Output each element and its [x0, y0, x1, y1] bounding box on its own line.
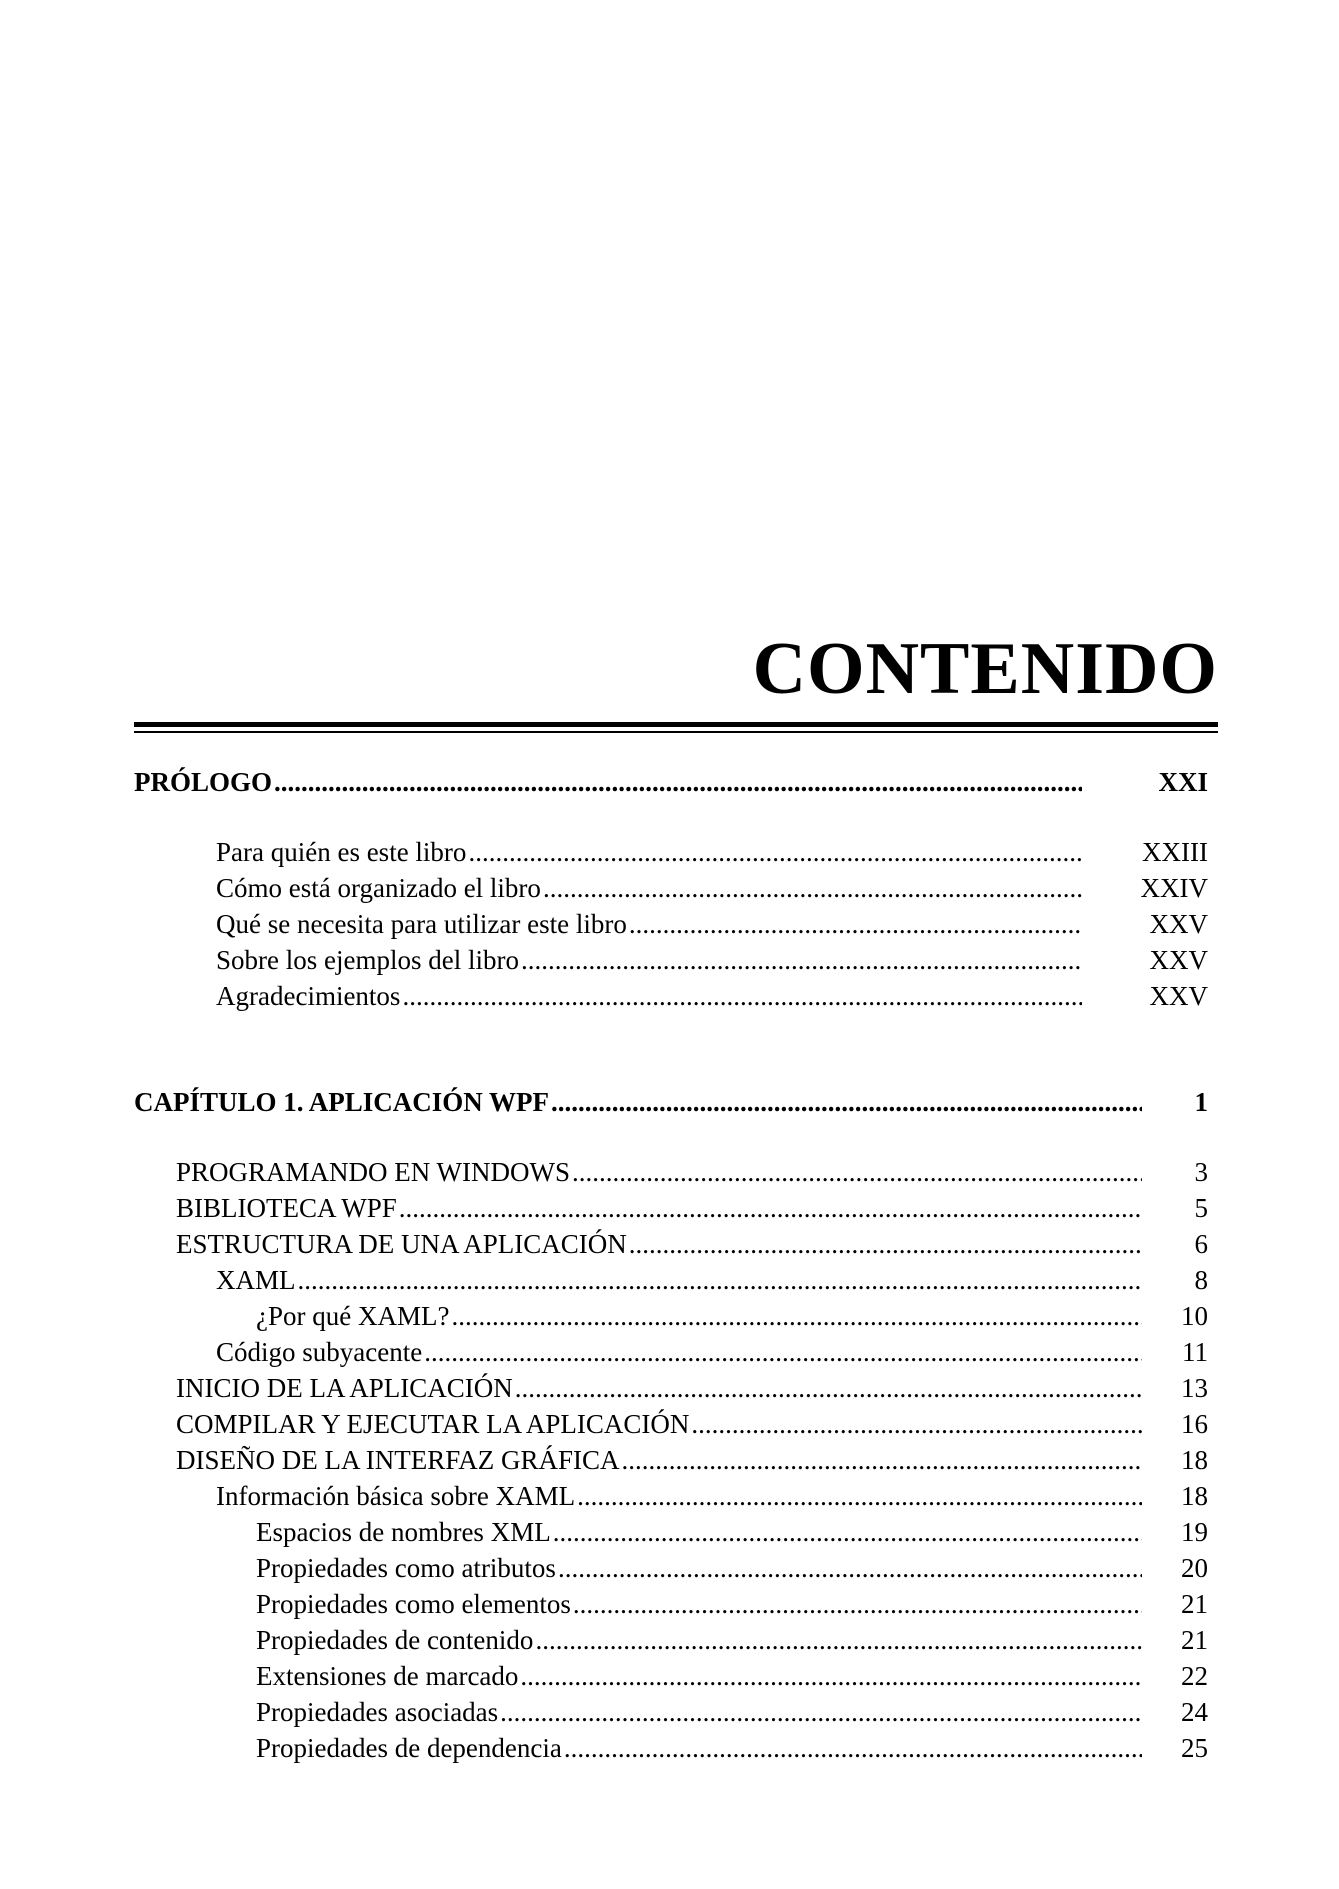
toc-entry-chapter-1[interactable] — [134, 1086, 1208, 1118]
toc-entry-label: COMPILAR Y EJECUTAR LA APLICACIÓN — [176, 1409, 690, 1439]
leader-dots — [620, 1444, 1143, 1476]
toc-entry[interactable] — [216, 872, 1208, 904]
toc-entry-page: XXV — [1149, 981, 1208, 1011]
toc-entry-label: Propiedades de contenido — [256, 1625, 534, 1655]
toc-entry[interactable] — [256, 1624, 1208, 1656]
toc-entry-page: XXV — [1149, 945, 1208, 975]
leader-dots — [519, 944, 1082, 976]
leader-dots — [627, 908, 1082, 940]
title-rule-thin — [134, 731, 1218, 733]
toc-entry-page: 3 — [1194, 1157, 1208, 1187]
toc-entry-page: XXI — [1158, 767, 1208, 797]
leader-dots — [449, 1300, 1142, 1332]
toc-entry-label: Propiedades como atributos — [256, 1553, 556, 1583]
leader-dots — [498, 1696, 1142, 1728]
toc-entry-page: 10 — [1181, 1301, 1208, 1331]
toc-entry-label: Cómo está organizado el libro — [216, 873, 541, 903]
leader-dots — [562, 1732, 1142, 1764]
leader-dots — [551, 1516, 1142, 1548]
toc-entry-page: 24 — [1181, 1697, 1208, 1727]
toc-entry-label: PRÓLOGO — [134, 767, 273, 797]
toc-entry-page: 11 — [1182, 1337, 1208, 1367]
toc-entry[interactable] — [256, 1696, 1208, 1728]
toc-entry[interactable] — [216, 1336, 1208, 1368]
toc-entry-page: 13 — [1181, 1373, 1208, 1403]
leader-dots — [533, 1624, 1142, 1656]
toc-entry-page: 21 — [1181, 1589, 1208, 1619]
leader-dots — [296, 1264, 1143, 1296]
toc-entry-label: Código subyacente — [216, 1337, 423, 1367]
toc-entry-label: Extensiones de marcado — [256, 1661, 519, 1691]
toc-entry-page: XXIII — [1142, 837, 1208, 867]
toc-entry-label: Qué se necesita para utilizar este libro — [216, 909, 627, 939]
toc-entry[interactable] — [176, 1444, 1208, 1476]
toc-entry-label: Sobre los ejemplos del libro — [216, 945, 519, 975]
toc-entry[interactable] — [176, 1228, 1208, 1260]
toc-entry-page: 8 — [1194, 1265, 1208, 1295]
toc-entry[interactable] — [176, 1192, 1208, 1224]
toc-entry-label: XAML — [216, 1265, 296, 1295]
toc-entry[interactable] — [176, 1372, 1208, 1404]
toc-entry-page: XXV — [1149, 909, 1208, 939]
toc-entry-label: Propiedades asociadas — [256, 1697, 499, 1727]
toc-entry[interactable] — [216, 980, 1208, 1012]
toc-entry[interactable] — [216, 836, 1208, 868]
toc-entry-label: ¿Por qué XAML? — [256, 1301, 450, 1331]
toc-entry[interactable] — [216, 944, 1208, 976]
title-rule-thick — [134, 722, 1218, 727]
leader-dots — [575, 1480, 1142, 1512]
toc-entry[interactable] — [256, 1732, 1208, 1764]
toc-entry-label: Agradecimientos — [216, 981, 401, 1011]
toc-entry-label: DISEÑO DE LA INTERFAZ GRÁFICA — [176, 1445, 620, 1475]
toc-entry-label: ESTRUCTURA DE UNA APLICACIÓN — [176, 1229, 627, 1259]
toc-entry-label: CAPÍTULO 1. APLICACIÓN WPF — [134, 1087, 550, 1117]
toc-entry[interactable] — [176, 1408, 1208, 1440]
toc-entry-label: Para quién es este libro — [216, 837, 467, 867]
leader-dots — [397, 1192, 1142, 1224]
toc-entry[interactable] — [216, 1264, 1208, 1296]
leader-dots — [466, 836, 1082, 868]
leader-dots — [689, 1408, 1142, 1440]
toc-entry[interactable] — [256, 1516, 1208, 1548]
toc-entry-page: 6 — [1194, 1229, 1208, 1259]
toc-entry-page: XXIV — [1140, 873, 1208, 903]
toc-entry-page: 19 — [1181, 1517, 1208, 1547]
toc-entry-page: 5 — [1194, 1193, 1208, 1223]
toc-entry[interactable] — [216, 908, 1208, 940]
toc-entry[interactable] — [256, 1660, 1208, 1692]
leader-dots — [627, 1228, 1142, 1260]
leader-dots — [272, 766, 1082, 798]
toc-entry-page: 25 — [1181, 1733, 1208, 1763]
toc-entry[interactable] — [256, 1552, 1208, 1584]
toc-entry-page: 22 — [1181, 1661, 1208, 1691]
toc-entry-page: 21 — [1181, 1625, 1208, 1655]
leader-dots — [541, 872, 1082, 904]
toc-entry-page: 16 — [1181, 1409, 1208, 1439]
toc-entry-label: Información básica sobre XAML — [216, 1481, 576, 1511]
leader-dots — [513, 1372, 1142, 1404]
leader-dots — [400, 980, 1082, 1012]
leader-dots — [570, 1156, 1142, 1188]
page-title: CONTENIDO — [752, 628, 1218, 710]
leader-dots — [518, 1660, 1142, 1692]
toc-entry-label: PROGRAMANDO EN WINDOWS — [176, 1157, 571, 1187]
toc-entry-label: BIBLIOTECA WPF — [176, 1193, 397, 1223]
leader-dots — [422, 1336, 1142, 1368]
toc-entry-prologue[interactable] — [134, 766, 1208, 798]
leader-dots — [549, 1086, 1142, 1118]
toc-entry-label: Propiedades como elementos — [256, 1589, 571, 1619]
toc-entry-page: 20 — [1181, 1553, 1208, 1583]
toc-entry-label: Propiedades de dependencia — [256, 1733, 562, 1763]
toc-entry[interactable] — [256, 1300, 1208, 1332]
toc-entry[interactable] — [216, 1480, 1208, 1512]
toc-entry-page: 18 — [1181, 1481, 1208, 1511]
toc-entry-page: 18 — [1181, 1445, 1208, 1475]
toc-entry-page: 1 — [1194, 1087, 1208, 1117]
toc-entry[interactable] — [176, 1156, 1208, 1188]
toc-entry[interactable] — [256, 1588, 1208, 1620]
leader-dots — [571, 1588, 1142, 1620]
toc-entry-label: INICIO DE LA APLICACIÓN — [176, 1373, 513, 1403]
toc-entry-label: Espacios de nombres XML — [256, 1517, 551, 1547]
leader-dots — [556, 1552, 1142, 1584]
